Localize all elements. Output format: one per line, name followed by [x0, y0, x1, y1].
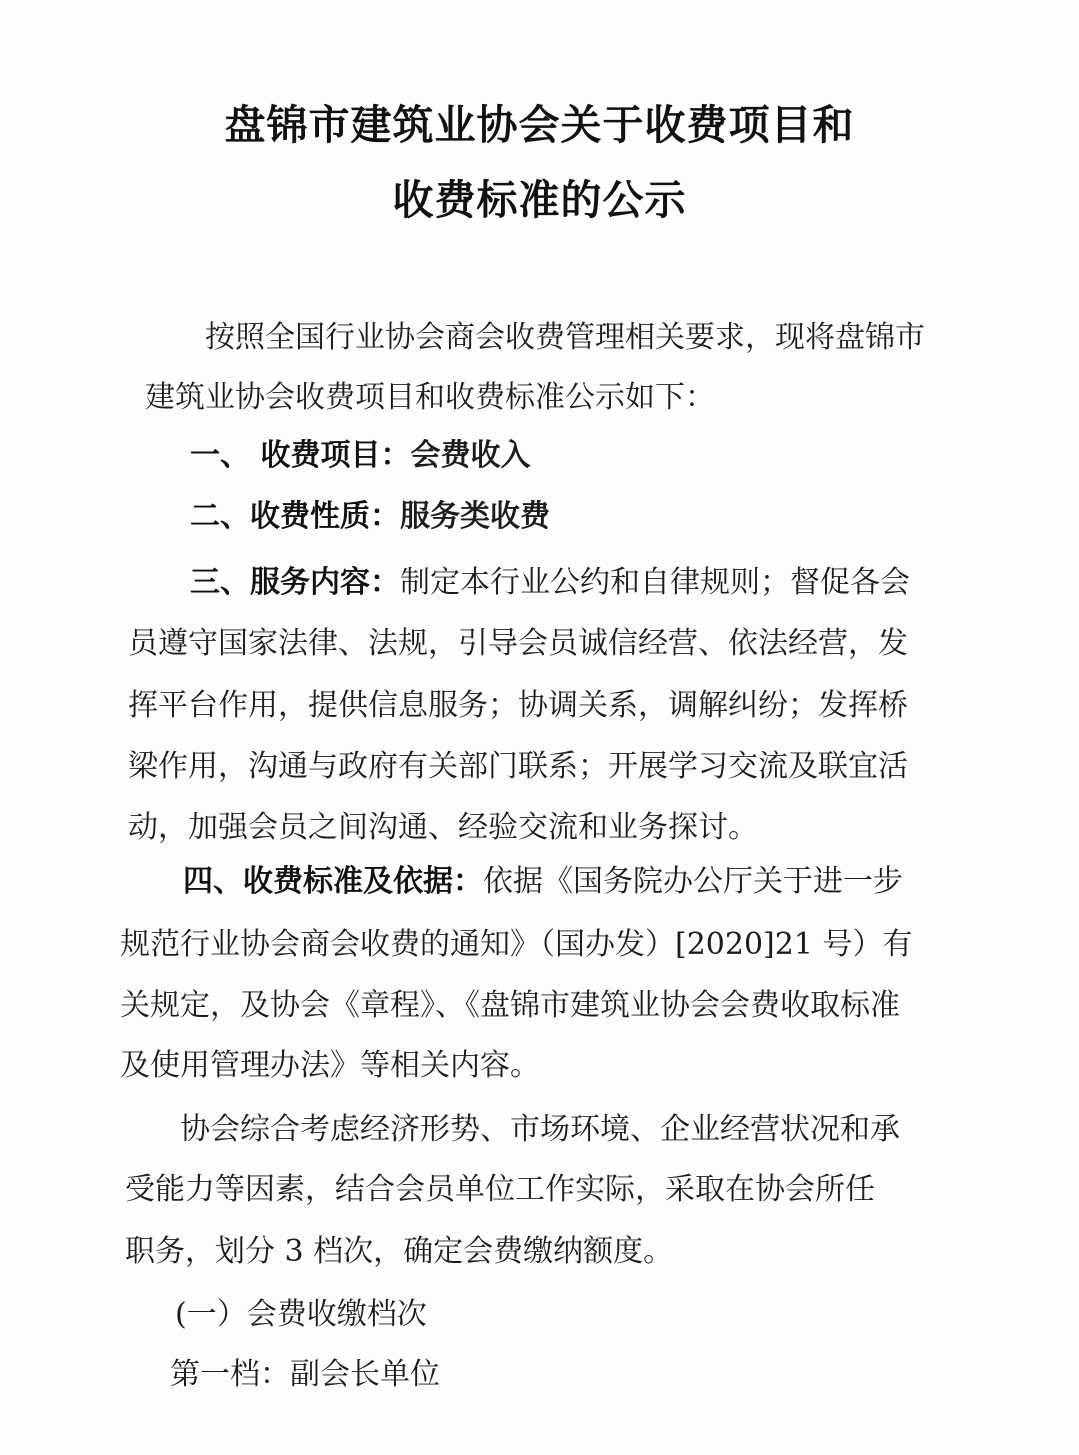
section-2-value: 服务类收费 [400, 499, 550, 534]
section-2-fee-nature [190, 497, 550, 537]
paragraph-line-1: 协会综合考虑经济形势、市场环境、企业经营状况和承 [180, 1112, 900, 1147]
tier-1-line: 第一档：副会长单位 [170, 1357, 440, 1392]
section-4-line-4: 及使用管理办法》等相关内容。 [120, 1048, 540, 1083]
section-1-value: 会费收入 [410, 438, 531, 473]
section-4-line-2: 规范行业协会商会收费的通知》（国办发）[2020]21 号）有 [120, 927, 913, 962]
section-1-label: 一、 收费项目： [190, 438, 411, 473]
section-4-line-3: 关规定，及协会《章程》、《盘锦市建筑业协会会费收取标准 [120, 988, 900, 1023]
section-4-line-1 [183, 862, 903, 902]
section-4-label: 四、收费标准及依据： [183, 864, 483, 899]
section-3-line-2: 员遵守国家法律、法规，引导会员诚信经营、依法经营，发 [128, 626, 908, 661]
section-3-text-start: 制定本行业公约和自律规则；督促各会 [400, 565, 910, 600]
intro-line-2: 建筑业协会收费项目和收费标准公示如下： [145, 380, 715, 415]
section-4-text-start: 依据《国务院办公厅关于进一步 [483, 864, 903, 899]
section-3-line-3: 挥平台作用，提供信息服务；协调关系，调解纠纷；发挥桥 [128, 688, 908, 723]
document-title-line-1: 盘锦市建筑业协会关于收费项目和 [224, 101, 855, 149]
section-3-line-1 [190, 563, 910, 603]
section-3-line-5: 动，加强会员之间沟通、经验交流和业务探讨。 [128, 810, 758, 845]
section-3-label: 三、服务内容： [190, 565, 400, 600]
section-2-label: 二、收费性质： [190, 499, 400, 534]
document-title-line-2: 收费标准的公示 [392, 176, 687, 224]
section-1-fee-item [190, 436, 530, 476]
intro-line-1: 按照全国行业协会商会收费管理相关要求，现将盘锦市 [205, 320, 925, 355]
section-3-line-4: 梁作用，沟通与政府有关部门联系；开展学习交流及联宜活 [128, 749, 908, 784]
subsection-heading: (一）会费收缴档次 [175, 1297, 427, 1332]
paragraph-line-2: 受能力等因素，结合会员单位工作实际，采取在协会所任 [125, 1172, 875, 1207]
paragraph-line-3: 职务，划分 3 档次，确定会费缴纳额度。 [125, 1234, 674, 1269]
